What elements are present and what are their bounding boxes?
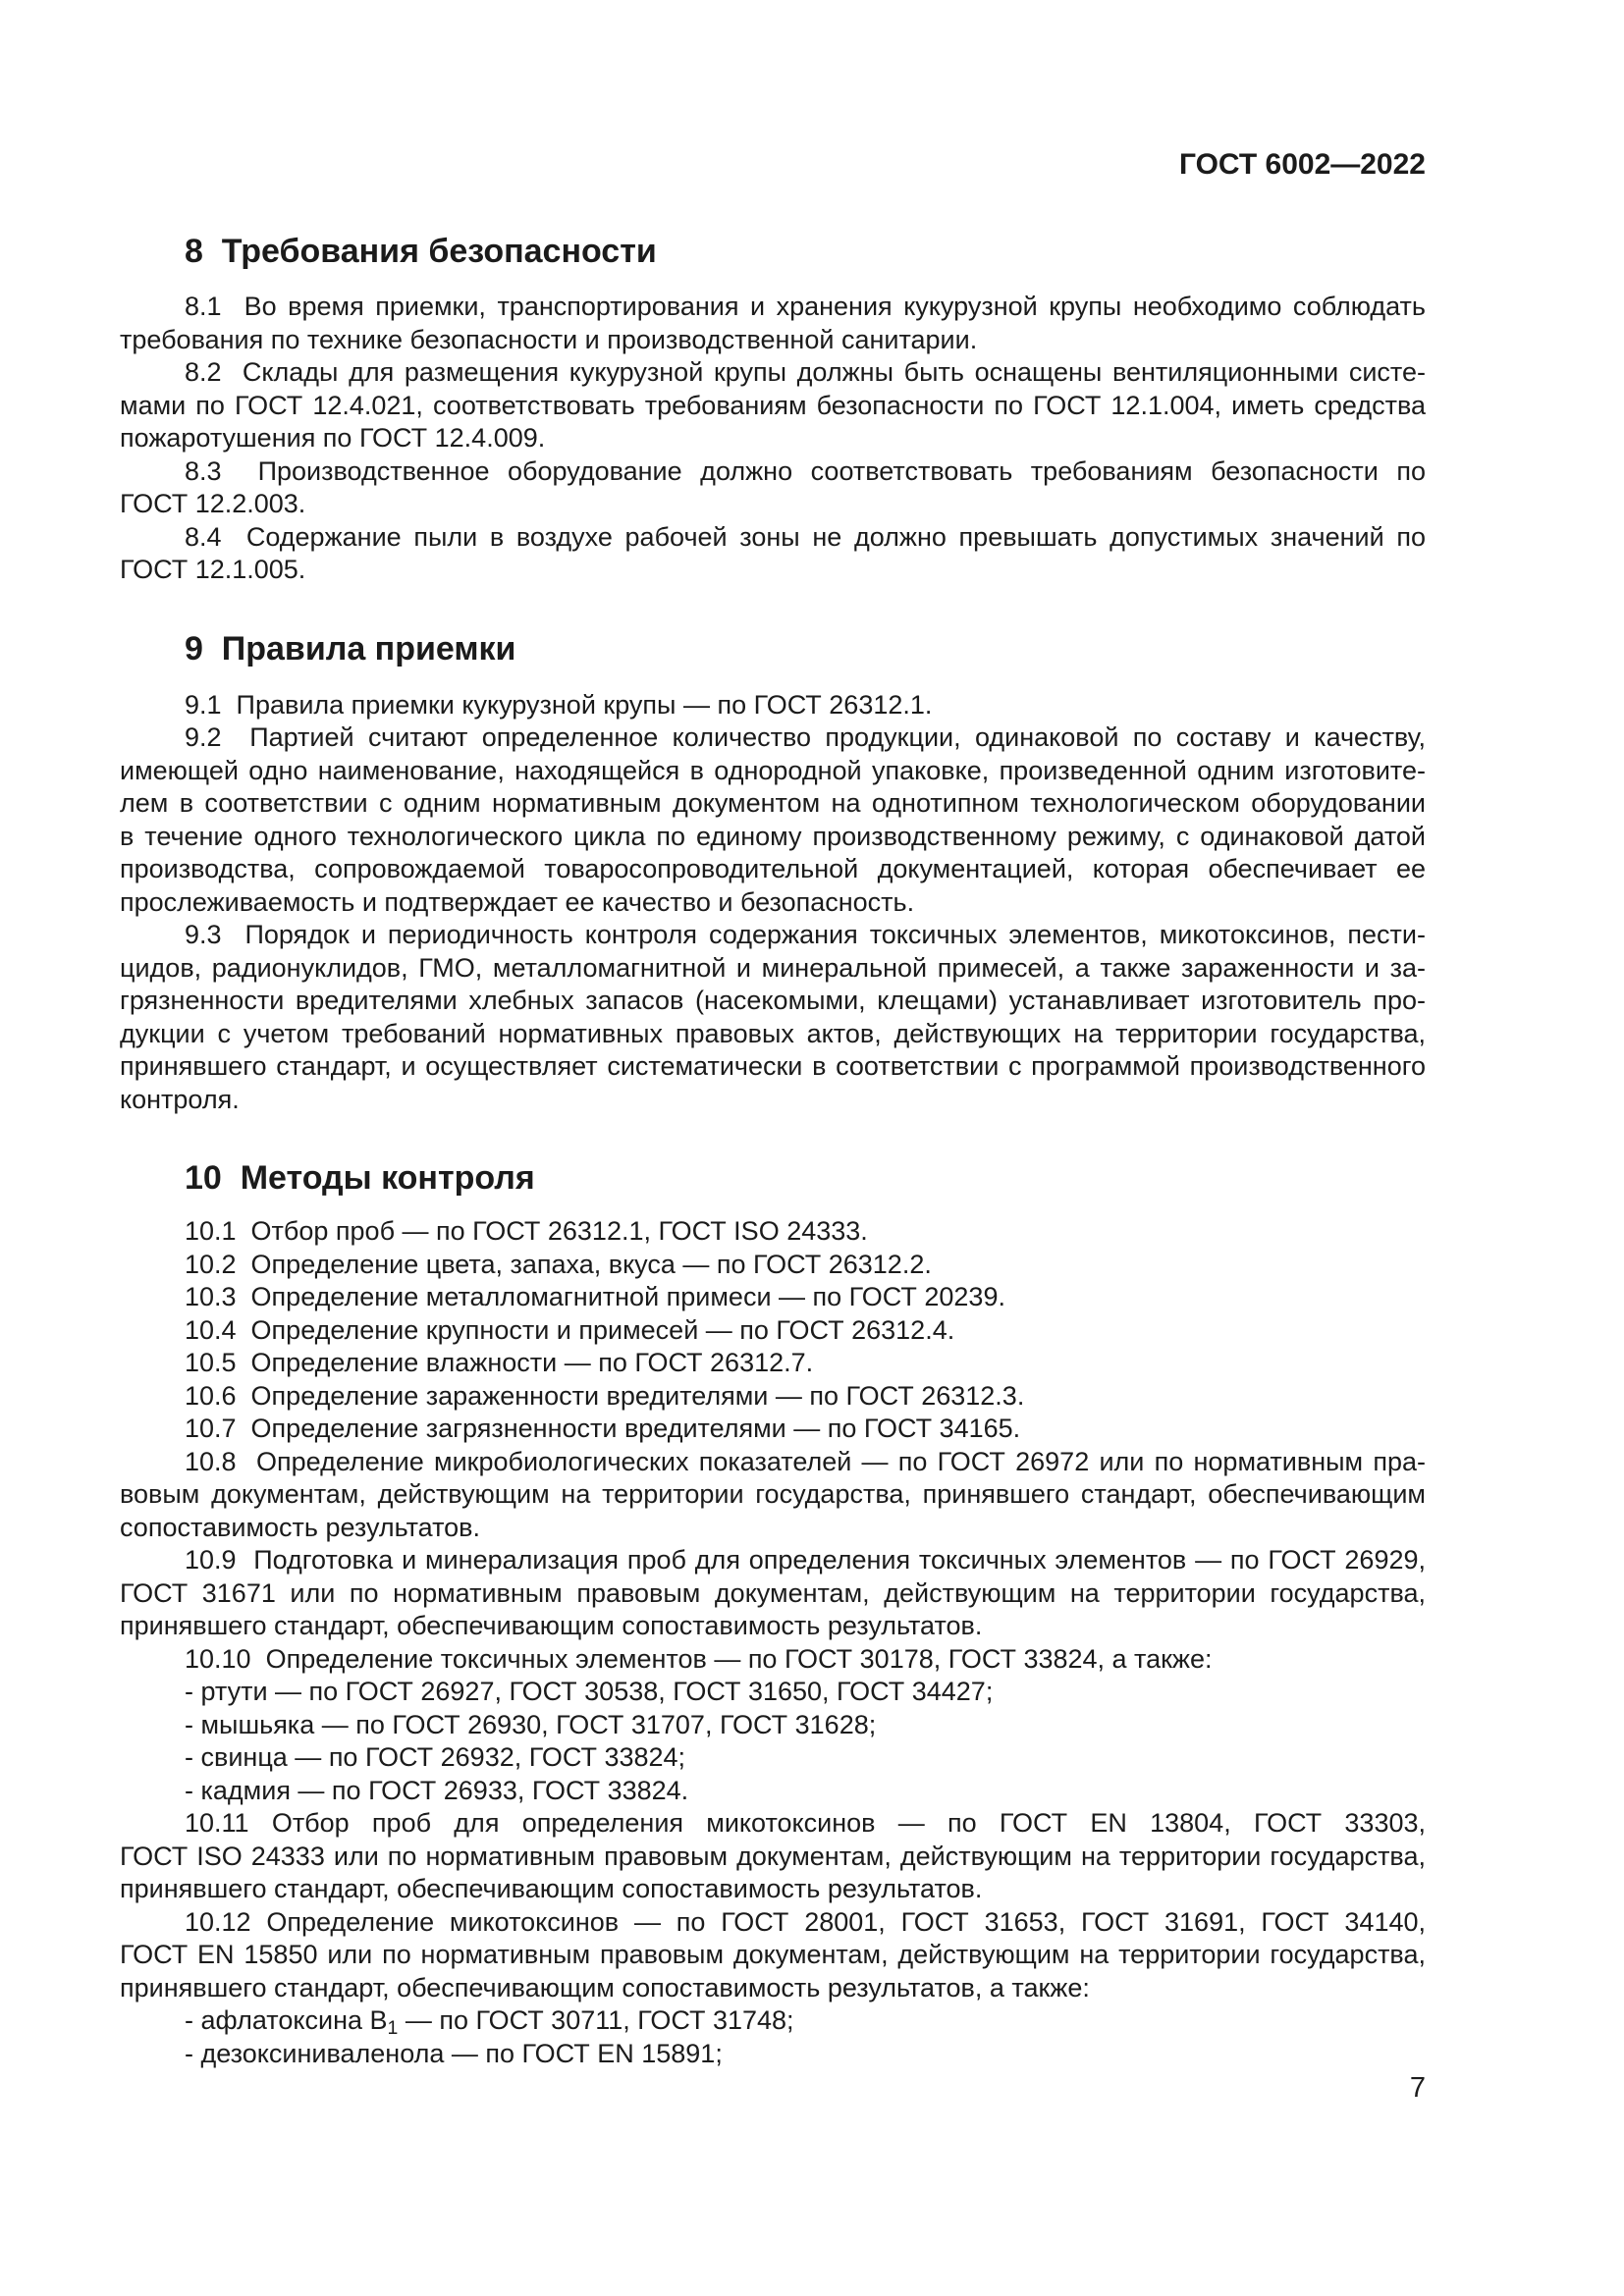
text-line: ГОСТ ISO 24333 или по нормативным правовым документам, действующим на территории государства,	[120, 1841, 1426, 1871]
page-number: 7	[1409, 2072, 1426, 2104]
text-line: - ртути — по ГОСТ 26927, ГОСТ 30538, ГОСТ 31650, ГОСТ 34427;	[185, 1677, 994, 1706]
paragraph-9-3	[120, 919, 1426, 1116]
page-content	[120, 0, 1426, 2106]
text-line: прослеживаемость и подтверждает ее качество и безопасность.	[120, 886, 915, 917]
aflatoxin-text-pre: - афлатоксина В	[185, 2005, 388, 2035]
clause-10-1	[120, 1215, 1426, 1249]
text-line: дукции с учетом требований нормативных правовых актов, действующих на территории государства,	[120, 1018, 1426, 1048]
text-line: 9.3 Порядок и периодичность контроля содержания токсичных элементов, микотоксинов, пести-	[185, 920, 1426, 949]
text-line: 8.3 Производственное оборудование должно соответствовать требованиям безопасности по	[185, 455, 1426, 486]
text-line: грязненности вредителями хлебных запасов (насекомыми, клещами) устанавливает изготовитель про-	[120, 986, 1426, 1015]
text-line: 10.12 Определение микотоксинов — по ГОСТ 28001, ГОСТ 31653, ГОСТ 31691, ГОСТ 34140,	[185, 1906, 1426, 1937]
list-item-arsenic	[120, 1709, 1426, 1742]
clause-10-6	[120, 1380, 1426, 1414]
text-line: 8.1 Во время приемки, транспортирования и хранения кукурузной крупы необходимо соблюдать	[185, 292, 1426, 321]
text-line: 10.8 Определение микробиологических показателей — по ГОСТ 26972 или по нормативным пра-	[185, 1446, 1426, 1476]
text-line: лем в соответствии с одним нормативным документом на однотипном технологическом оборудовании	[120, 788, 1426, 818]
paragraph-10-8	[120, 1446, 1426, 1545]
text-line: сопоставимость результатов.	[120, 1512, 481, 1542]
paragraph-10-9	[120, 1544, 1426, 1643]
paragraph-8-1	[120, 291, 1426, 356]
text-line: 10.5 Определение влажности — по ГОСТ 26312.7.	[185, 1348, 814, 1377]
text-line: 10.2 Определение цвета, запаха, вкуса — по ГОСТ 26312.2.	[185, 1249, 932, 1279]
list-item-lead	[120, 1741, 1426, 1775]
standard-code-header: ГОСТ 6002—2022	[1178, 148, 1426, 181]
paragraph-9-1	[120, 689, 1426, 722]
text-line: 10.10 Определение токсичных элементов — по ГОСТ 30178, ГОСТ 33824, а также:	[185, 1643, 1213, 1674]
clause-10-3	[120, 1281, 1426, 1314]
text-line: - кадмия — по ГОСТ 26933, ГОСТ 33824.	[185, 1775, 689, 1805]
text-line: имеющей одно наименование, находящейся в однородной упаковке, произведенной одним изготовите-	[120, 755, 1426, 785]
text-line: 8.2 Склады для размещения кукурузной крупы должны быть оснащены вентиляционными систе-	[185, 357, 1426, 387]
text-line: 10.1 Отбор проб — по ГОСТ 26312.1, ГОСТ ISO 24333.	[185, 1216, 868, 1246]
text-line: производства, сопровождаемой товаросопроводительной документацией, которая обеспечивает ее	[120, 854, 1426, 883]
text-line: 10.9 Подготовка и минерализация проб для определения токсичных элементов — по ГОСТ 26929,	[185, 1545, 1426, 1575]
section-9-heading: 9 Правила приемки	[185, 629, 516, 667]
text-line: принявшего стандарт, и осуществляет систематически в соответствии с программой производственного	[120, 1051, 1426, 1081]
text-line: контроля.	[120, 1084, 240, 1114]
text-line: 10.4 Определение крупности и примесей — по ГОСТ 26312.4.	[185, 1314, 955, 1345]
text-line: 10.3 Определение металломагнитной примеси — по ГОСТ 20239.	[185, 1282, 1005, 1311]
text-line: в течение одного технологического цикла по единому производственному режиму, с одинаковой датой	[120, 821, 1426, 851]
text-line: принявшего стандарт, обеспечивающим сопоставимость результатов.	[120, 1874, 983, 1903]
paragraph-9-2	[120, 721, 1426, 919]
text-line: ГОСТ 12.2.003.	[120, 489, 306, 518]
list-item-deoxynivalenol	[120, 2038, 1426, 2071]
text-line: - дезоксиниваленола — по ГОСТ EN 15891;	[185, 2038, 723, 2068]
text-line: - свинца — по ГОСТ 26932, ГОСТ 33824;	[185, 1742, 686, 1772]
clause-10-2	[120, 1249, 1426, 1282]
aflatoxin-subscript: 1	[387, 2017, 399, 2040]
paragraph-8-3	[120, 455, 1426, 521]
text-line: цидов, радионуклидов, ГМО, металломагнитной и минеральной примесей, а также зараженности и за-	[120, 952, 1426, 983]
aflatoxin-b1-line	[120, 2004, 1426, 2038]
clause-10-4	[120, 1314, 1426, 1348]
text-line: 10.6 Определение зараженности вредителями — по ГОСТ 26312.3.	[185, 1380, 1025, 1411]
clause-10-10	[120, 1643, 1426, 1677]
clause-10-7	[120, 1413, 1426, 1446]
text-line: - мышьяка — по ГОСТ 26930, ГОСТ 31707, ГОСТ 31628;	[185, 1709, 877, 1739]
text-line: пожаротушения по ГОСТ 12.4.009.	[120, 423, 546, 453]
aflatoxin-text-post: — по ГОСТ 30711, ГОСТ 31748;	[398, 2005, 794, 2035]
text-line: ГОСТ 31671 или по нормативным правовым документам, действующим на территории государства,	[120, 1577, 1426, 1608]
paragraph-8-2	[120, 356, 1426, 455]
list-item-aflatoxin-b1	[120, 2004, 1426, 2038]
section-8-heading: 8 Требования безопасности	[185, 233, 657, 270]
text-line: принявшего стандарт, обеспечивающим сопоставимость результатов, а также:	[120, 1972, 1090, 2002]
text-line: 9.2 Партией считают определенное количество продукции, одинаковой по составу и качеству,	[185, 722, 1426, 752]
paragraph-10-12	[120, 1906, 1426, 2005]
text-line: ГОСТ 12.1.005.	[120, 555, 306, 584]
text-line: 10.7 Определение загрязненности вредителями — по ГОСТ 34165.	[185, 1414, 1021, 1443]
paragraph-8-4	[120, 521, 1426, 587]
list-item-mercury	[120, 1676, 1426, 1709]
text-line: принявшего стандарт, обеспечивающим сопоставимость результатов.	[120, 1611, 983, 1640]
clause-10-5	[120, 1347, 1426, 1380]
text-line: вовым документам, действующим на территории государства, принявшего стандарт, обеспечивающим	[120, 1479, 1426, 1509]
text-line: 8.4 Содержание пыли в воздухе рабочей зоны не должно превышать допустимых значений по	[185, 521, 1426, 552]
text-line: 10.11 Отбор проб для определения микотоксинов — по ГОСТ EN 13804, ГОСТ 33303,	[185, 1808, 1426, 1838]
text-line: 9.1 Правила приемки кукурузной крупы — по ГОСТ 26312.1.	[185, 689, 933, 720]
section-10-heading: 10 Методы контроля	[185, 1159, 535, 1197]
text-line: мами по ГОСТ 12.4.021, соответствовать требованиям безопасности по ГОСТ 12.1.004, иметь средства	[120, 390, 1426, 420]
text-line: требования по технике безопасности и производственной санитарии.	[120, 324, 978, 354]
list-item-cadmium	[120, 1775, 1426, 1808]
paragraph-10-11	[120, 1807, 1426, 1906]
text-line: ГОСТ EN 15850 или по нормативным правовым документам, действующим на территории государства,	[120, 1940, 1426, 1969]
